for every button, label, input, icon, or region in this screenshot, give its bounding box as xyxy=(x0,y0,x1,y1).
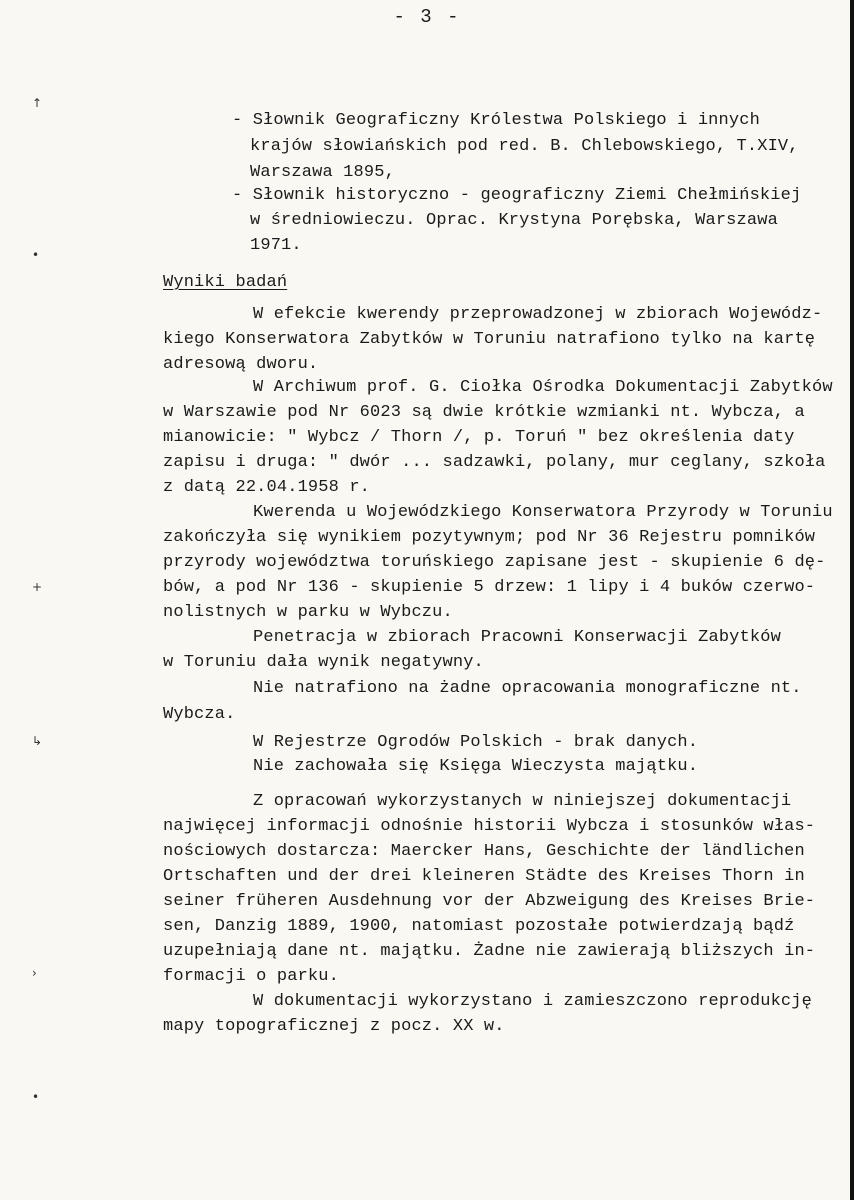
bibliography-line: krajów słowiańskich pod red. B. Chlebowskiego, T.XIV, xyxy=(250,137,799,156)
paragraph-line: W Rejestrze Ogrodów Polskich - brak danych. xyxy=(253,733,699,752)
paragraph-line: w Warszawie pod Nr 6023 są dwie krótkie wzmianki nt. Wybcza, a xyxy=(163,403,805,422)
margin-mark: › xyxy=(32,966,37,980)
paragraph-line: formacji o parku. xyxy=(163,967,339,986)
paragraph-line: Z opracowań wykorzystanych w niniejszej dokumentacji xyxy=(253,792,792,811)
paragraph-line: mianowicie: " Wybcz / Thorn /, p. Toruń " bez określenia daty xyxy=(163,428,795,447)
paragraph-line: Kwerenda u Wojewódzkiego Konserwatora Przyrody w Toruniu xyxy=(253,503,833,522)
bibliography-line: 1971. xyxy=(250,236,302,255)
paragraph-line: kiego Konserwatora Zabytków w Toruniu natrafiono tylko na kartę xyxy=(163,330,816,349)
margin-mark: • xyxy=(32,248,40,262)
bibliography-line: - Słownik Geograficzny Królestwa Polskiego i innych xyxy=(232,111,760,130)
paragraph-line: z datą 22.04.1958 r. xyxy=(163,478,371,497)
paragraph-line: przyrody województwa toruńskiego zapisane jest - skupienie 6 dę- xyxy=(163,553,826,572)
paragraph-line: Wybcza. xyxy=(163,705,236,724)
paragraph-line: Nie zachowała się Księga Wieczysta majątku. xyxy=(253,757,699,776)
paragraph-line: Nie natrafiono na żadne opracowania monograficzne nt. xyxy=(253,679,802,698)
margin-mark: • xyxy=(32,1090,40,1104)
paragraph-line: najwięcej informacji odnośnie historii Wybcza i stosunków włas- xyxy=(163,817,816,836)
paragraph-line: adresową dworu. xyxy=(163,355,319,374)
section-heading: Wyniki badań xyxy=(163,273,288,292)
margin-mark: + xyxy=(32,580,43,594)
bibliography-line: w średniowieczu. Oprac. Krystyna Porębska, Warszawa xyxy=(250,211,778,230)
paragraph-line: nościowych dostarcza: Maercker Hans, Geschichte der ländlichen xyxy=(163,842,805,861)
paragraph-line: sen, Danzig 1889, 1900, natomiast pozostałe potwierdzają bądź xyxy=(163,917,795,936)
paragraph-line: W efekcie kwerendy przeprowadzonej w zbiorach Wojewódz- xyxy=(253,305,823,324)
page-number: - 3 - xyxy=(393,6,461,28)
paragraph-line: seiner früheren Ausdehnung vor der Abzweigung des Kreises Brie- xyxy=(163,892,816,911)
paragraph-line: zapisu i druga: " dwór ... sadzawki, polany, mur ceglany, szkoła xyxy=(163,453,826,472)
paragraph-line: nolistnych w parku w Wybczu. xyxy=(163,603,453,622)
paragraph-line: Penetracja w zbiorach Pracowni Konserwacji Zabytków xyxy=(253,628,781,647)
paragraph-line: uzupełniają dane nt. majątku. Żadne nie zawierają bliższych in- xyxy=(163,942,816,961)
paragraph-line: w Toruniu dała wynik negatywny. xyxy=(163,653,484,672)
paragraph-line: W Archiwum prof. G. Ciołka Ośrodka Dokumentacji Zabytków xyxy=(253,378,833,397)
paragraph-line: zakończyła się wynikiem pozytywnym; pod Nr 36 Rejestru pomników xyxy=(163,528,816,547)
paragraph-line: bów, a pod Nr 136 - skupienie 5 drzew: 1 lipy i 4 buków czerwo- xyxy=(163,578,816,597)
margin-mark: ↳ xyxy=(32,734,43,748)
paragraph-line: W dokumentacji wykorzystano i zamieszczono reprodukcję xyxy=(253,992,812,1011)
bibliography-line: - Słownik historyczno - geograficzny Ziemi Chełmińskiej xyxy=(232,186,802,205)
bibliography-line: Warszawa 1895, xyxy=(250,163,395,182)
paragraph-line: Ortschaften und der drei kleineren Städte des Kreises Thorn in xyxy=(163,867,805,886)
margin-mark: ↑ xyxy=(32,96,43,110)
paragraph-line: mapy topograficznej z pocz. XX w. xyxy=(163,1017,505,1036)
